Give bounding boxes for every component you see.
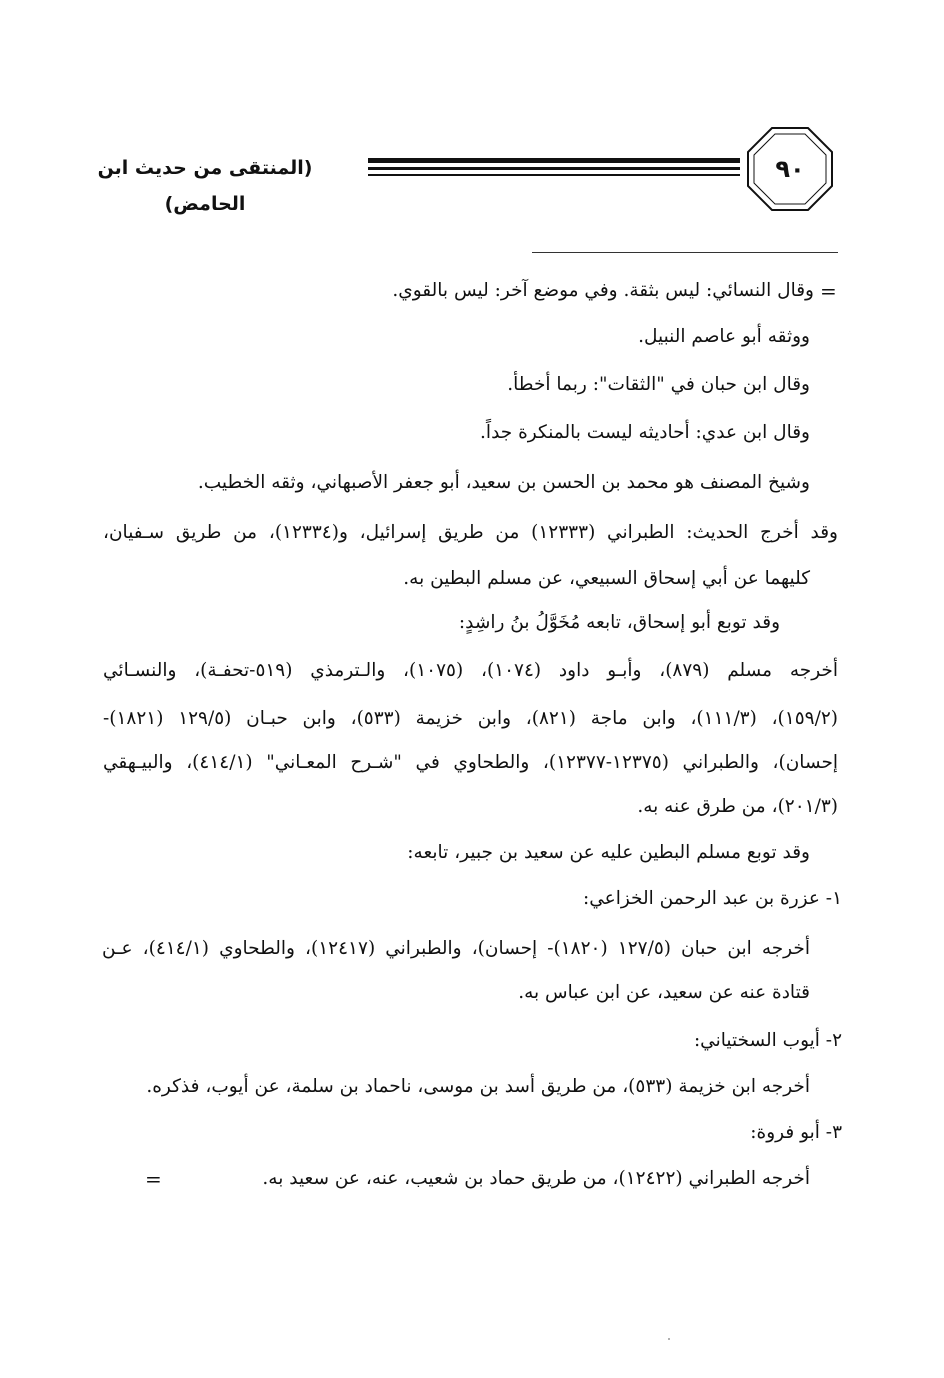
text-line: وقد أخرج الحديث: الطبراني (١٢٣٣٣) من طريق إسرائيل، و(١٢٣٣٤)، من طريق سـفيان، xyxy=(103,522,838,543)
text-line: كليهما عن أبي إسحاق السبيعي، عن مسلم البطين به. xyxy=(403,568,810,589)
list-heading: ٣- أبو فروة: xyxy=(750,1122,842,1143)
list-heading: ٢- أيوب السختياني: xyxy=(693,1030,842,1051)
text-line: أخرجه ابن خزيمة (٥٣٣)، من طريق أسد بن موسى، ناحماد بن سلمة، عن أيوب، فذكره. xyxy=(146,1076,810,1097)
text-line: (١٥٩/٢)، (١١١/٣)، وابن ماجة (٨٢١)، وابن خزيمة (٥٣٣)، وابن حبـان (١٢٩/٥ (١٨٢١)- xyxy=(103,708,838,729)
text-line: وقال النسائي: ليس بثقة. وفي موضع آخر: ليس بالقوي. xyxy=(392,280,814,301)
scan-speck xyxy=(668,1338,670,1340)
running-title: (المنتقى من حديث ابن الحامض) xyxy=(97,157,313,215)
text-line: ووثقه أبو عاصم النبيل. xyxy=(638,326,810,347)
text-line: قتادة عنه عن سعيد، عن ابن عباس به. xyxy=(518,982,810,1003)
page-number-badge xyxy=(744,124,836,214)
text-line: أخرجه ابن حبان (١٢٧/٥ (١٨٢٠)- إحسان)، والطبراني (١٢٤١٧)، والطحاوي (٤١٤/١)، عـن xyxy=(102,938,810,959)
continuation-mark-end: = xyxy=(145,1167,162,1191)
text-line: أخرجه الطبراني (١٢٤٢٢)، من طريق حماد بن شعيب، عنه، عن سعيد به. xyxy=(262,1168,810,1189)
page-number: ٩٠ xyxy=(775,155,805,183)
footnote-separator xyxy=(532,252,838,253)
text-line: وقال ابن عدي: أحاديثه ليست بالمنكرة جداً. xyxy=(480,422,810,443)
list-heading: ١- عزرة بن عبد الرحمن الخزاعي: xyxy=(583,888,842,909)
continuation-mark-start: = xyxy=(820,279,837,303)
text-line: وشيخ المصنف هو محمد بن الحسن بن سعيد، أبو جعفر الأصبهاني، وثقه الخطيب. xyxy=(197,472,810,493)
text-line: وقال ابن حبان في "الثقات": ربما أخطأ. xyxy=(507,374,810,395)
text-line: (٢٠١/٣)، من طرق عنه به. xyxy=(637,796,838,817)
text-line: أخرجه مسلم (٨٧٩)، وأبـو داود (١٠٧٤)، (١٠٧٥)، والـترمذي (٥١٩-تحفـة)، والنسـائي xyxy=(103,660,838,681)
header-rule xyxy=(368,158,740,180)
text-line: إحسان)، والطبراني (١٢٣٧٥-١٢٣٧٧)، والطحاوي في "شـرح المعـاني" (٤١٤/١)، والبيـهقي xyxy=(103,752,839,773)
text-line: وقد توبع مسلم البطين عليه عن سعيد بن جبير، تابعه: xyxy=(407,842,810,863)
text-line: وقد توبع أبو إسحاق، تابعه مُخَوَّلُ بنُ راشِدٍ: xyxy=(458,612,780,633)
